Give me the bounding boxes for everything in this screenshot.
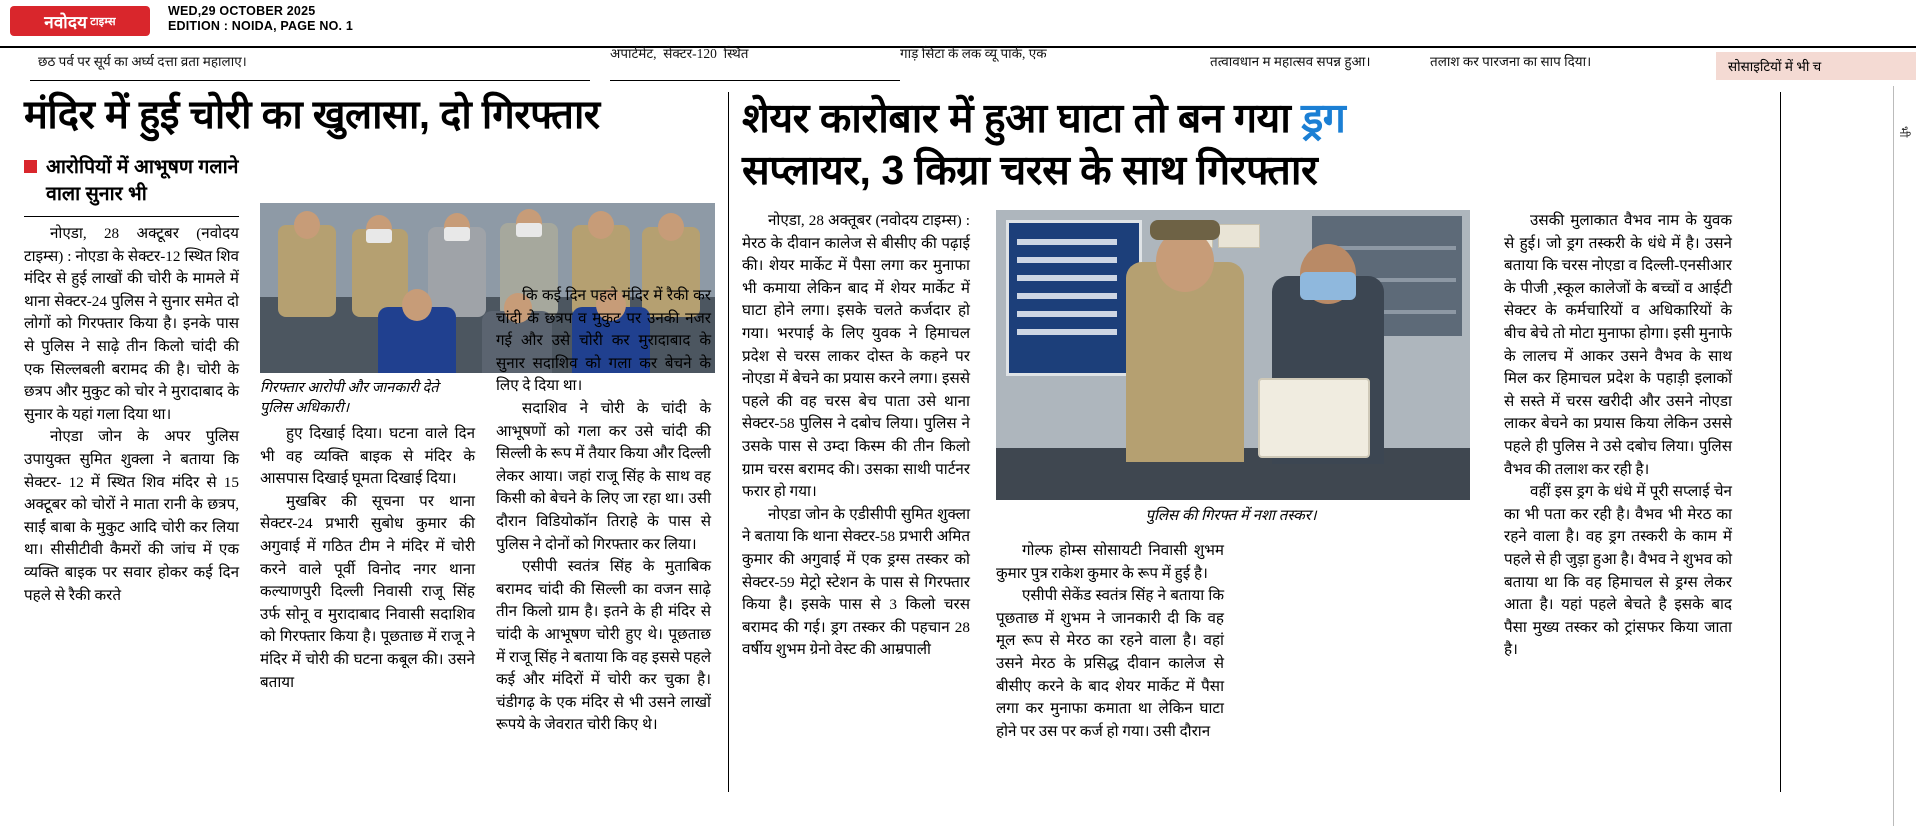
story-drug-supplier [742, 92, 1772, 770]
story1-columns [24, 223, 716, 826]
story1-photo-caption: गिरफ्तार आरोपी और जानकारी देते पुलिस अधिकारी। [260, 380, 439, 416]
photo1-face-6 [658, 213, 684, 241]
story2-headline [742, 92, 1772, 196]
right-rail-text: भी [1897, 126, 1911, 138]
edition-info [168, 4, 353, 34]
story1-c3-p1: कि कई दिन पहले मंदिर में रैकी कर चांदी के छत्रप व मुकुट पर उनकी नजर गई और उसे चोरी कर मुरादाबाद के सुनार सदाशिव को गला कर बेचने के लिए दे दिया था। [496, 287, 711, 395]
photo2-policeman-body [1126, 262, 1244, 462]
story-temple-theft [24, 92, 716, 826]
photo1-mask-3 [444, 227, 470, 241]
story1-c3-p2: सदाशिव ने चोरी के चांदी के आभूषणों को गला कर उसे चांदी की सिल्ली के रूप में तैयार किया और दिल्ली लेकर आया। जहां राजू सिंह के साथ वह किसी को बेचने के लिए जा रहा था। उसी दौरान विडियोकॉन तिराहे के पास से पुलिस ने दोनों को गिरफ्तार कर लिया। [496, 399, 711, 553]
logo-text-hindi: नवोदय [44, 12, 88, 32]
story2-headline-highlight: ड्रग [1301, 95, 1346, 141]
story2-photo [996, 210, 1470, 500]
story1-rule [24, 216, 239, 217]
strap-divider-mid [610, 80, 900, 81]
sidebar-teaser-box [1716, 52, 1916, 80]
photo1-face-5 [588, 211, 614, 239]
photo2-seized-packet [1258, 378, 1370, 458]
publication-logo [10, 6, 150, 36]
strap-text-1: छठ पर्व पर सूर्य का अर्घ्य दत्ता व्रता महालाए। [38, 54, 247, 69]
strap-text-7: तलाश कर पारजना का साप दिया। [1430, 54, 1592, 69]
story2-headline-part1: शेयर कारोबार में हुआ घाटा तो बन गया [742, 95, 1302, 141]
story1-subheadline [24, 154, 261, 208]
photo2-packet-2 [1218, 224, 1260, 248]
story2-c1-p2: नोएडा जोन के एडीसीपी सुमित शुक्ला ने बताया कि थाना सेक्टर-58 प्रभारी अमित कुमार की अगुवाई में एक ड्रग्स तस्कर को सेक्टर-59 मेट्रो स्टेशन के पास से गिरफ्तार किया है। इसके पास से 3 किलो चरस बरामद की गई। ड्रग तस्कर की पहचान 28 वर्षीय शुभम ग्रेनो वेस्ट की आम्रपाली [742, 505, 970, 659]
story2-c2-p1: गोल्फ होम्स सोसायटी निवासी शुभम कुमार पुत्र राकेश कुमार के रूप में हुई है। [996, 542, 1224, 582]
story2-c2-p2: एसीपी सेकेंड स्वतंत्र सिंह ने बताया कि पूछताछ में शुभम ने जानकारी दी कि वह मूल रूप से मेरठ का रहने वाला है। वहां उसने मेरठ के प्रसिद्ध दीवान कालेज से बीसीए करने के बाद शेयर मार्केट में पैसा लगा कर मुनाफा कमाता था लेकिन घाटा होने पर उस पर कर्ज हो गया। उसी दौरान [996, 587, 1224, 740]
story2-column-2 [996, 540, 1224, 743]
story2-c1-p1: नोएडा, 28 अक्तूबर (नवोदय टाइम्स) : मेरठ के दीवान कालेज से बीसीए की पढ़ाई की। शेयर मार्केट में पैसा लगा कर मुनाफा भी कमाया लेकिन बाद में शेयर मार्केट में घाटा होने लगा। इसके चलते कर्जदार हो गया। भरपाई के लिए युवक ने हिमाचल प्रदेश से चरस लाकर दोस्त के कहने पर नोएडा में बेचने का प्रयास करने लगा। इससे पहले की वह चरस बेच पाता उसे थाना सेक्टर-58 पुलिस ने दबोच लिया। पुलिस ने उसके पास से उम्दा किस्म की तीन किलो ग्राम चरस बरामद की। उसका साथी पार्टनर फरार हो गया। [742, 212, 970, 501]
right-rail [1893, 86, 1916, 826]
masthead [0, 0, 1916, 48]
story1-c2-p1: हुए दिखाई दिया। घटना वाले दिन भी वह व्यक्ति बाइक से मंदिर के आसपास दिखाई घूमता दिखाई दिया। [260, 425, 475, 488]
story2-headline-part2: सप्लायर, 3 किग्रा चरस के साथ गिरफ्तार [742, 147, 1318, 193]
story1-headline: मंदिर में हुई चोरी का खुलासा, दो गिरफ्तार [24, 93, 600, 137]
column-divider-1 [728, 92, 729, 792]
photo1-face-1 [294, 211, 320, 239]
edition-line: EDITION : NOIDA, PAGE NO. 1 [168, 19, 354, 33]
story1-column-1 [24, 223, 239, 607]
logo-text-english: टाइम्स [90, 15, 116, 28]
column-divider-2 [1780, 92, 1781, 792]
strap-text-2: अपार्टमेंट, सेक्टर-120 स्थित [610, 46, 749, 61]
sidebar-teaser-text: सोसाइटियों में भी च [1728, 59, 1822, 74]
story2-c4-p2: वहीं इस ड्रग के धंधे में पूरी सप्लाई चेन का भी पता कर रही है। वैभव भी मेरठ का रहने वाला है। वह ड्रग तस्करी के काम में पहले से ही जुड़ा हुआ है। वैभव ने शुभव को बताया था कि वह हिमाचल से ड्रग्स लेकर आता है। यहां पहले बेचते है इसके बाद पैसा मुख्य तस्कर को ट्रांसफर किया जाता है। [1504, 483, 1732, 659]
photo2-notice-board [1006, 220, 1142, 376]
story1-c3-p3: एसीपी स्वतंत्र सिंह के मुताबिक बरामद चांदी की सिल्ली का वजन साढ़े तीन किलो ग्राम है। इतने के ही मंदिर से चांदी के आभूषण चोरी हुए थे। पूछताछ में राजू सिंह ने बताया कि वह इससे पहले कई और मंदिरों में चोरी कर चुका है। चंडीगढ़ के एक मंदिर से भी उसने लाखों रूपये के जेवरात चोरी किए थे। [496, 558, 711, 734]
strap-text-4: गाड़ सिटा के लक व्यू पार्क, एक [900, 46, 1047, 61]
story1-c1-p1: नोएडा, 28 अक्टूबर (नवोदय टाइम्स) : नोएडा के सेक्टर-12 स्थित शिव मंदिर से हुई लाखों की चोरी के मामले में थाना सेक्टर-24 पुलिस ने सुनार समेत दो लोगों को गिरफ्तार किया है। इनके पास से पुलिस ने साढ़े तीन किलो चांदी की एक सिल्लबली बरामद की है। चोरी के छत्रप और मुकुट को चोर ने मुरादाबाद के सुनार के यहां गला दिया था। [24, 225, 239, 423]
story1-subheadline-text: आरोपियों में आभूषण गलाने वाला सुनार भी [46, 156, 239, 205]
date-line: WED,29 OCTOBER 2025 [168, 4, 316, 18]
story1-c2-p2: मुखबिर की सूचना पर थाना सेक्टर-24 प्रभारी सुबोध कुमार की अगुवाई में गठित टीम ने मंदिर में चोरी करने वाले पूर्वी विनोद नगर थाना कल्याणपुरी दिल्ली निवासी राजू सिंह उर्फ सोनू व मुरादाबाद निवासी सदाशिव को गिरफ्तार किया है। पूछताछ में राजू ने मंदिर में चोरी की घटना कबूल की। उसने बताया [260, 492, 475, 691]
story2-photo-caption: पुलिस की गिरफ्त में नशा तस्कर। [1145, 508, 1317, 524]
top-strap [0, 48, 1916, 78]
story1-c1-p2: नोएडा जोन के अपर पुलिस उपायुक्त सुमित शुक्ला ने बताया कि सेक्टर- 12 में स्थित शिव मंदिर से 15 अक्टूबर को चोरों ने माता रानी के छत्रप, साईं बाबा के मुकुट आदि चोरी कर लिया था। सीसीटीवी कैमरों की जांच में एक व्यक्ति बाइक पर सवार होकर कई दिन पहले से रैकी करते [24, 428, 239, 604]
strap-text-6: तत्वावधान म महात्सव सपन्न हुआ। [1210, 54, 1371, 69]
story2-c4-p1: उसकी मुलाकात वैभव नाम के युवक से हुई। जो ड्रग तस्करी के धंधे में है। उसने बताया कि चरस नोएडा व दिल्ली-एनसीआर के पीजी ,स्कूल कालेजों के बच्चों व आईटी सेक्टर के कर्मचारियों व अधिकारियों के बीच बेचे तो मोटा मुनाफा होगा। इसी मुनाफे के लालच में आकर उसने वैभव के साथ मिल कर हिमाचल प्रदेश के पहाड़ी इलाकों से सस्ते में चरस खरीदी और उसने नोएडा लाकर बेचने का प्रयास किया लेकिन उससे पहले ही पुलिस ने उसे दबोच लिया। पुलिस वैभव की तलाश कर रही है। [1504, 212, 1732, 478]
photo1-mask-2 [366, 229, 392, 243]
photo1-mask-4 [516, 223, 542, 237]
photo2-accused-mask [1300, 272, 1356, 300]
photo1-seated-face-1 [402, 289, 432, 321]
story2-column-1 [742, 210, 970, 662]
bullet-square-icon [24, 160, 37, 173]
story1-column-2 [260, 423, 475, 694]
photo2-policeman-cap [1150, 220, 1220, 240]
story1-column-3 [496, 285, 711, 737]
story2-column-4 [1504, 210, 1732, 662]
story2-columns [742, 210, 1772, 770]
strap-divider-left [30, 80, 590, 81]
